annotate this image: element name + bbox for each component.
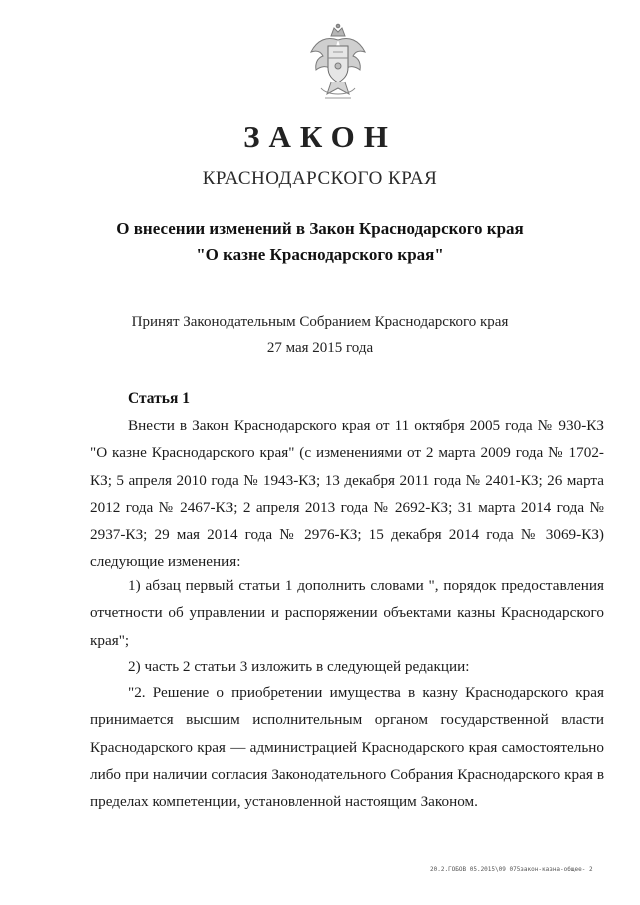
article-paragraph: 1) абзац первый статьи 1 дополнить словами ", порядок предоставления отчетности об управлении и распоряжении объектами казны Краснодарского края"; bbox=[90, 577, 604, 649]
coat-of-arms-icon bbox=[307, 22, 369, 102]
article-paragraph: Внести в Закон Краснодарского края от 11 октября 2005 года № 930-КЗ "О казне Краснодарского края" (с изменениями от 2 марта 2009 года № 1702-КЗ; 5 апреля 2010 года № 1943-КЗ; 13 декабря 2011 года № 2401-КЗ; 26 марта 2012 года № 2467-КЗ; 2 апреля 2013 года № 2692-КЗ; 31 марта 2014 года № 2937-КЗ; 29 мая 2014 года № 2976-КЗ; 15 декабря 2014 года № 3069-КЗ) следующие изменения: bbox=[90, 417, 604, 571]
law-heading: ЗАКОН bbox=[243, 119, 397, 154]
document-footer-code: 20.2.ГОБОВ 05.2015\09 075закон-казна-общее- 2 bbox=[430, 866, 593, 873]
adoption-line: Принят Законодательным Собранием Краснодарского края bbox=[131, 314, 509, 330]
law-title-line-1: О внесении изменений в Закон Краснодарского края bbox=[116, 219, 524, 238]
article-paragraph: "2. Решение о приобретении имущества в казну Краснодарского края принимается высшим исполнительным органом государственной власти Краснодарского края — администрацией Краснодарского края самостоятельно либо при наличии согласия Законодательного Собрания Краснодарского края в пределах компетенции, установленной настоящим Законом. bbox=[90, 684, 604, 811]
region-heading: КРАСНОДАРСКОГО КРАЯ bbox=[202, 168, 438, 189]
article-paragraph: 2) часть 2 статьи 3 изложить в следующей редакции: bbox=[128, 658, 470, 675]
adoption-date: 27 мая 2015 года bbox=[266, 340, 374, 356]
article-heading: Статья 1 bbox=[128, 390, 190, 407]
law-title-line-2: "О казне Краснодарского края" bbox=[196, 245, 444, 264]
